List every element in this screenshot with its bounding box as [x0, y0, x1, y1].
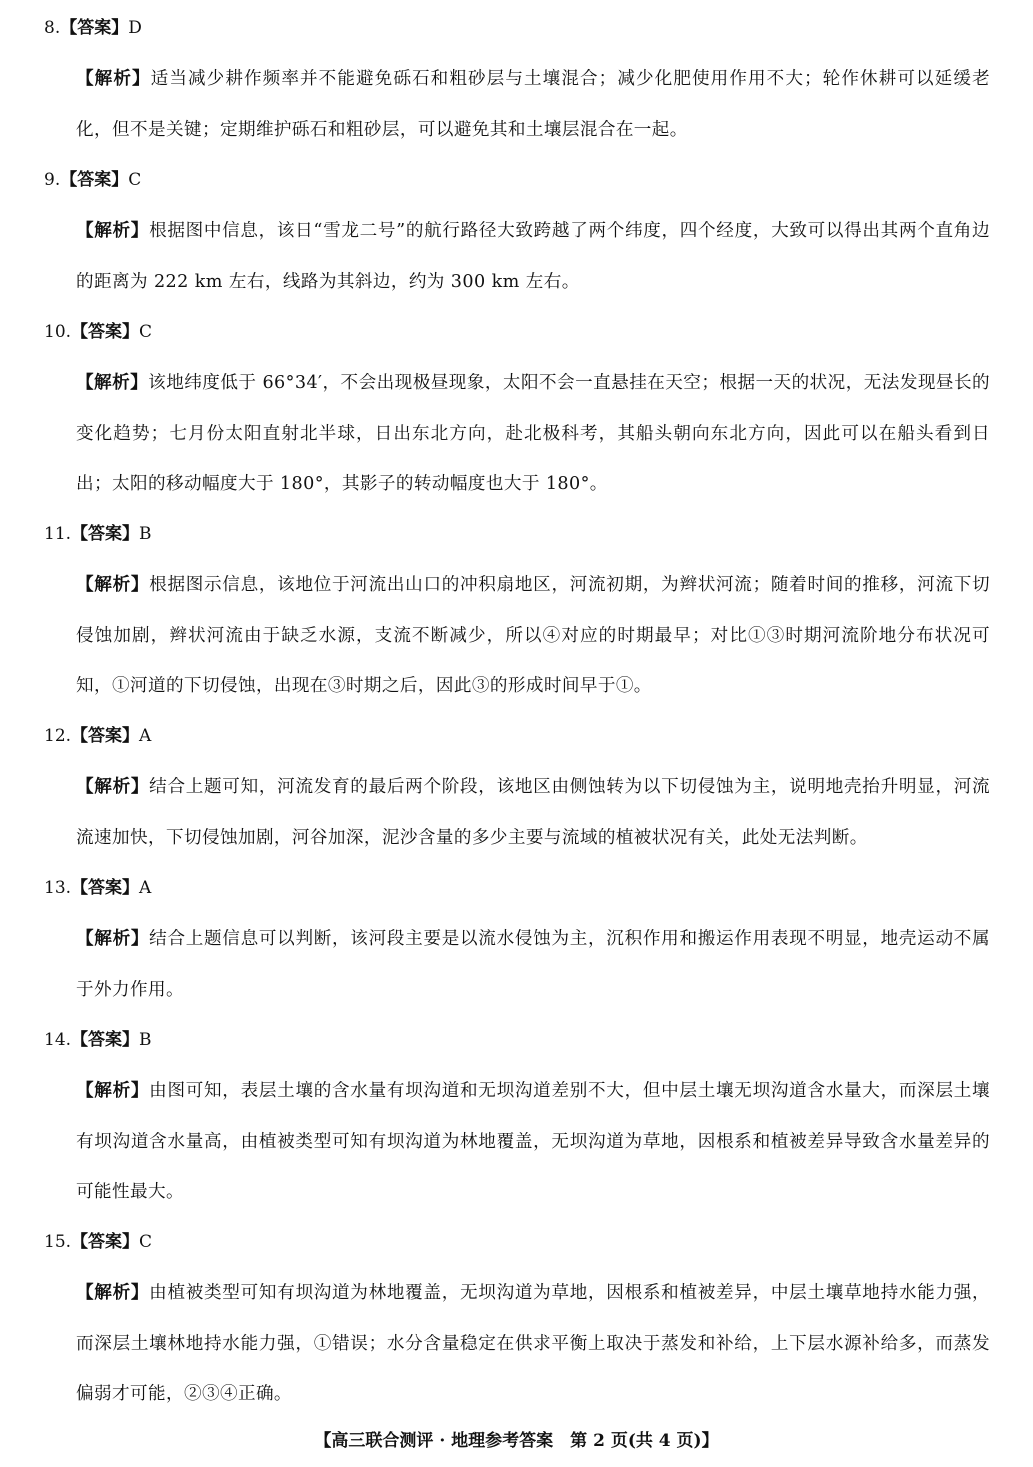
- answer-line: 8.【答案】D: [44, 18, 142, 38]
- answer-tag: 【答案】: [71, 726, 140, 746]
- page-footer: 【高三联合测评 · 地理参考答案 第 2 页(共 4 页)】: [314, 1431, 719, 1451]
- answer-line: 9.【答案】C: [44, 170, 142, 190]
- analysis-text: 【解析】适当减少耕作频率并不能避免砾石和粗砂层与土壤混合；减少化肥使用作用不大；轮作休耕可以延缓老化，但不是关键；定期维护砾石和粗砂层，可以避免其和土壤层混合在一起。: [76, 69, 990, 140]
- answer-tag: 【答案】: [71, 322, 140, 342]
- analysis-text: 【解析】根据图中信息，该日“雪龙二号”的航行路径大致跨越了两个纬度，四个经度，大致可以得出其两个直角边的距离为 222 km 左右，线路为其斜边，约为 300 km 左右。: [76, 221, 990, 292]
- analysis-text: 【解析】结合上题可知，河流发育的最后两个阶段，该地区由侧蚀转为以下切侵蚀为主，说明地壳抬升明显，河流流速加快，下切侵蚀加剧，河谷加深，泥沙含量的多少主要与流域的植被状况有关，此处无法判断。: [76, 777, 991, 848]
- analysis-tag: 【解析】: [76, 777, 150, 797]
- analysis-tag: 【解析】: [76, 1283, 150, 1303]
- answer-line: 15.【答案】C: [44, 1232, 153, 1252]
- analysis-tag: 【解析】: [76, 929, 150, 949]
- analysis-tag: 【解析】: [76, 1081, 150, 1101]
- analysis-text: 【解析】结合上题信息可以判断，该河段主要是以流水侵蚀为主，沉积作用和搬运作用表现不明显，地壳运动不属于外力作用。: [76, 929, 991, 1000]
- analysis-tag: 【解析】: [76, 373, 149, 393]
- answer-line: 12.【答案】A: [44, 726, 152, 746]
- answer-line: 13.【答案】A: [44, 878, 152, 898]
- analysis-text: 【解析】由植被类型可知有坝沟道为林地覆盖，无坝沟道为草地，因根系和植被差异，中层土壤草地持水能力强，而深层土壤林地持水能力强，①错误；水分含量稳定在供求平衡上取决于蒸发和补给，上下层水源补给多，而蒸发偏弱才可能，②③④正确。: [76, 1283, 991, 1404]
- analysis-text: 【解析】该地纬度低于 66°34′，不会出现极昼现象，太阳不会一直悬挂在天空；根据一天的状况，无法发现昼长的变化趋势；七月份太阳直射北半球，日出东北方向，赴北极科考，其船头朝向东北方向，因此可以在船头看到日出；太阳的移动幅度大于 180°，其影子的转动幅度也大于 180°。: [76, 373, 990, 494]
- answer-line: 10.【答案】C: [44, 322, 153, 342]
- answer-tag: 【答案】: [71, 1030, 140, 1050]
- answer-tag: 【答案】: [71, 1232, 140, 1252]
- answer-line: 11.【答案】B: [44, 524, 152, 544]
- answer-tag: 【答案】: [60, 170, 129, 190]
- analysis-tag: 【解析】: [76, 221, 150, 241]
- analysis-tag: 【解析】: [76, 69, 151, 89]
- analysis-tag: 【解析】: [76, 575, 150, 595]
- analysis-text: 【解析】由图可知，表层土壤的含水量有坝沟道和无坝沟道差别不大，但中层土壤无坝沟道含水量大，而深层土壤有坝沟道含水量高，由植被类型可知有坝沟道为林地覆盖，无坝沟道为草地，因根系和植被差异导致含水量差异的可能性最大。: [76, 1081, 991, 1202]
- answer-tag: 【答案】: [60, 18, 129, 38]
- analysis-text: 【解析】根据图示信息，该地位于河流出山口的冲积扇地区，河流初期，为辫状河流；随着时间的推移，河流下切侵蚀加剧，辫状河流由于缺乏水源，支流不断减少，所以④对应的时期最早；对比①③时期河流阶地分布状况可知，①河道的下切侵蚀，出现在③时期之后，因此③的形成时间早于①。: [76, 575, 991, 696]
- answer-tag: 【答案】: [71, 878, 140, 898]
- answer-tag: 【答案】: [71, 524, 140, 544]
- answer-line: 14.【答案】B: [44, 1030, 152, 1050]
